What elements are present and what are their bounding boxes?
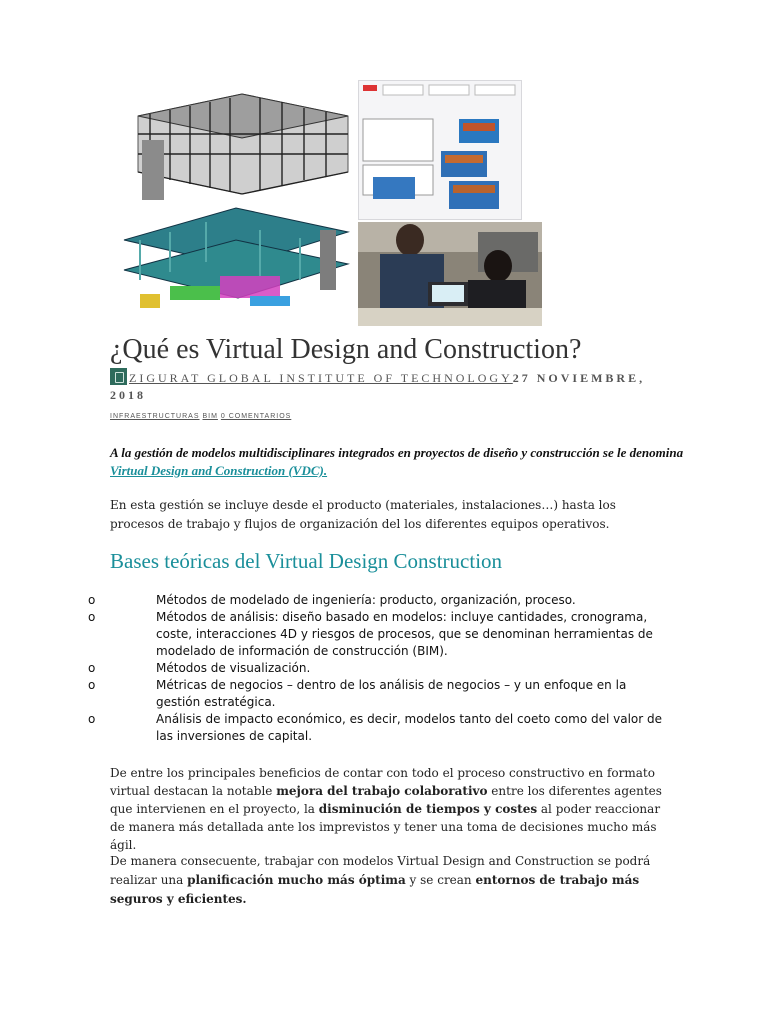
list-item-text: Métodos de visualización. (156, 661, 311, 675)
benefits-paragraph (110, 764, 670, 854)
bullet-icon: o (88, 661, 96, 675)
section-heading: Bases teóricas del Virtual Design Construction (110, 549, 503, 573)
emphasis-text: planificación mucho más óptima (187, 873, 406, 887)
bullet-icon: o (88, 610, 96, 624)
tag-list (110, 413, 291, 420)
list-item-text: Análisis de impacto económico, es decir, modelos tanto del coeto como del valor de las inversiones de capital. (156, 712, 663, 743)
list-item (88, 711, 668, 745)
hero-image (110, 80, 542, 326)
bullet-icon: o (88, 678, 96, 692)
lead-text: A la gestión de modelos multidisciplinares integrados en proyectos de diseño y construcción se le denomina (110, 445, 684, 460)
body-text: y se crean (405, 873, 476, 887)
lead-paragraph (110, 444, 710, 480)
emphasis-text: entornos de trabajo más seguros y eficientes. (110, 873, 640, 906)
vdc-link[interactable]: Virtual Design and Construction (VDC). (110, 463, 328, 478)
list-item (88, 677, 668, 711)
article-meta (110, 368, 670, 404)
body-text: al poder reaccionar de manera más detallada ante los imprevistos y tener una toma de decisiones mucho más ágil. (110, 802, 661, 852)
body-text: De entre los principales beneficios de contar con todo el proceso constructivo en formato virtual destacan la notable (110, 766, 655, 798)
software-screenshot (358, 80, 522, 220)
emphasis-text: mejora del trabajo colaborativo (276, 784, 488, 798)
publish-date: 27 NOVIEMBRE, 2018 (110, 371, 646, 402)
methods-list (88, 592, 668, 745)
intro-paragraph: En esta gestión se incluye desde el producto (materiales, instalaciones…) hasta los procesos de trabajo y flujos de organización del los diferentes equipos operativos. (110, 498, 616, 531)
comments-link[interactable]: 0 COMENTARIOS (220, 413, 292, 420)
tag-link[interactable]: BIM (202, 413, 218, 420)
bullet-icon: o (88, 593, 96, 607)
list-item (88, 660, 668, 677)
author-logo-icon[interactable] (110, 368, 127, 385)
tag-link[interactable]: INFRAESTRUCTURAS (110, 413, 200, 420)
author-link[interactable]: ZIGURAT GLOBAL INSTITUTE OF TECHNOLOGY (129, 371, 513, 385)
team-photo (358, 222, 542, 326)
body-text: De manera consecuente, trabajar con modelos Virtual Design and Construction se podrá realizar una (110, 854, 651, 887)
building-model-illustration (110, 80, 356, 326)
software-and-photo-panel (358, 80, 542, 326)
list-item-text: Métodos de análisis: diseño basado en modelos: incluye cantidades, cronograma, coste, interacciones 4D y riesgos de procesos, que se denominan herramientas de modelado de información de construcción (BIM). (156, 610, 653, 658)
list-item-text: Métodos de modelado de ingeniería: producto, organización, proceso. (156, 593, 576, 607)
bullet-icon: o (88, 712, 96, 726)
page-title: ¿Qué es Virtual Design and Construction? (110, 334, 582, 365)
list-item (88, 609, 668, 660)
list-item (88, 592, 668, 609)
list-item-text: Métricas de negocios – dentro de los análisis de negocios – y un enfoque en la gestión estratégica. (156, 678, 627, 709)
emphasis-text: disminución de tiempos y costes (318, 802, 538, 816)
conclusion-paragraph (110, 852, 670, 909)
body-text: entre los diferentes agentes que intervienen en el proyecto, la (110, 784, 662, 816)
